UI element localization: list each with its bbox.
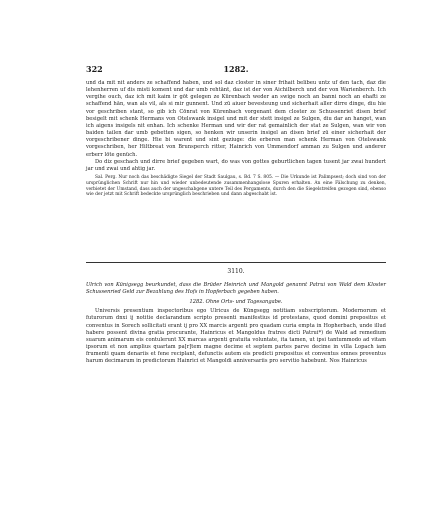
document-date: 1282. Ohne Orts- und Tagesangabe.: [189, 299, 283, 306]
document-text: Universis presentium inspectoribus ego Ulricus de Küngsegg notitiam subscriptorum. Modernorum et futurorum dnxi ij notitie declarandum scripto presenti manifestius id protestans, quod domini prepositus et conventus in Sorech sollicitati erant ij pro XX marcis argenti pro quadam curia empta in Hopherbach, unde illud habere possent divina gratia procurante, Hainricus et Mangoldus fratres dicti Patrui*) de Wald ad remedium suarum animarum eis contulerunt XX marcas argenti gratuita voluntate, ita tamen, ut ipsi tantummodo ad vitam ipsorum et non amplius quartam pa[r]tem magne decime et septem partes parve decime in villa Lopach iam frumenti quam denariis et fene reciplant, defunctis autem eis predicti prepositus et conventus omnes proventus harum decimarum in predictorum Hainrici et Mangoldi anniversariis pro servitio habebunt. Nos Hainricus: [86, 308, 386, 365]
top-text-block: [86, 80, 386, 198]
source-note: Sal. Perg. Nur noch das beschädigte Siegel der Stadt Saulgau, s. Bd. 7 S. 805. — Die Urkunde ist Palimpsest; doch sind von der ursprünglichen Schrift nur hin und wieder unbedeutende zusammenhangslose Spuren erhalten. An eine Fälschung zu denken, verbietet der Umstand, dass auch der ungeschabgene untere Teil des Pergaments, durch den die Siegelstreifen gezogen sind, ebenso wie der jetzt mit Schrift bedeckte ursprünglich beschrieben und dann abgeschabt ist.: [86, 175, 386, 198]
running-year: 1282.: [223, 64, 249, 74]
page-number: 322: [86, 64, 103, 74]
document-number: 3110.: [227, 268, 245, 275]
dating-clause: Do diz geschach und dirre brief gegeben wart, do was von gottes geburtlichen tagen tusent jar zwai hundert jar und zwai und ahtig jar.: [86, 158, 386, 172]
section-divider: [86, 262, 386, 263]
running-header: [86, 64, 386, 76]
charter-text-end: und da mit nit anders ze schaffend haben, und sol daz closter in siner frihait belibeu untz uf den tach, daz die lehenherren uf dis misti koment und dar umb rehtänt, daz ist der von Aichilberch und der von Warienberch. Ich vergihe ouch, daz ich mit kaim ir gōt gelegen ze Kürenbach weder an swige noch an banni noch an ehafti ze schaffend hān, wan als vil, als si mir gunnent. Und zū aiuer bevesteung und sicherhait aller dirre dinge, diu hie vor geschriben stant, so gib ich Cōnrat von Kürenbach vorgenant dem closter ze Schussenriet disen brief besigelt mit schenk Hermans von Otelswank insigel und mit der stett insigel ze Sulgen, diu dar an hanget, wan ich aigens insigels nit enhan. Ich schenke Herman und wir der rat gemainlich der stat ze Sulgen, wan wir von baiden tailen dar umb gebetten sigen, so henken wir unserin insigel an disen brief zū einer sicherhait der vorgeschribener dinge. Hie bi warent und sint geziuge: die erberen man schenk Herman von Otelswank vorgeschriben, her Hiltbreat von Brunsperch ritter, Hainrich von Ummendorf amman zu Sulgen und anderer erberr löte genüch.: [86, 80, 386, 158]
document-3110: [86, 282, 386, 366]
document-summary: Ulrich von Künigsegg beurkundet, dass die Brüder Heinrich und Mangold genannt Patrui von Wald dem Kloster Schussenried Geld zur Bezahlung des Hofs in Hopferbach gegeben haben.: [86, 282, 386, 296]
